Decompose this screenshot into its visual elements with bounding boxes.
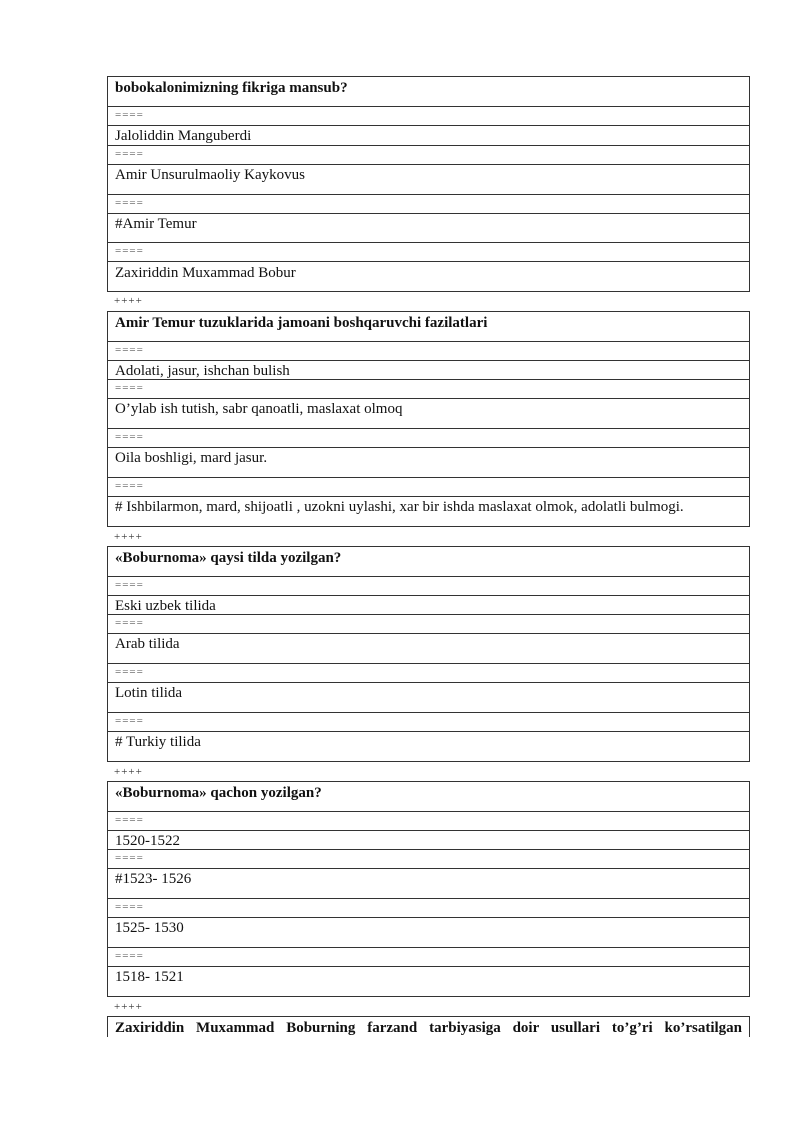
answer-option: 1525- 1530 [107,917,750,948]
question-end-marker: ++++ [114,766,143,778]
question-text: Amir Temur tuzuklarida jamoani boshqaruvchi fazilatlari [107,311,750,342]
answer-option: Amir Unsurulmaoliy Kaykovus [107,164,750,195]
option-separator: ==== [107,342,750,360]
option-separator: ==== [107,195,750,213]
answer-option-correct: # Ishbilarmon, mard, shijoatli , uzokni uylashi, xar bir ishda maslaxat olmok, adolatli bulmogi. [107,496,750,527]
answer-option: O’ylab ish tutish, sabr qanoatli, maslaxat olmoq [107,398,750,429]
answer-option-correct: # Turkiy tilida [107,731,750,762]
question-end-marker: ++++ [114,295,143,307]
option-separator: ==== [107,380,750,398]
answer-option-correct: #1523- 1526 [107,868,750,899]
answer-option: Jaloliddin Manguberdi [107,125,750,146]
answer-option: Zaxiriddin Muxammad Bobur [107,261,750,292]
question-end-marker: ++++ [114,1001,143,1013]
option-separator: ==== [107,107,750,125]
option-separator: ==== [107,850,750,868]
option-separator: ==== [107,243,750,261]
question-text: «Boburnoma» qaysi tilda yozilgan? [107,546,750,577]
question-text: bobokalonimizning fikriga mansub? [107,76,750,107]
option-separator: ==== [107,429,750,447]
answer-option: Lotin tilida [107,682,750,713]
answer-option: Arab tilida [107,633,750,664]
option-separator: ==== [107,577,750,595]
answer-option: Adolati, jasur, ishchan bulish [107,360,750,380]
option-separator: ==== [107,948,750,966]
question-end-marker: ++++ [114,531,143,543]
option-separator: ==== [107,812,750,830]
answer-option: 1518- 1521 [107,966,750,997]
answer-option: Oila boshligi, mard jasur. [107,447,750,478]
answer-option: 1520-1522 [107,830,750,850]
option-separator: ==== [107,899,750,917]
answer-option: Eski uzbek tilida [107,595,750,615]
option-separator: ==== [107,146,750,164]
option-separator: ==== [107,615,750,633]
option-separator: ==== [107,664,750,682]
answer-option-correct: #Amir Temur [107,213,750,243]
option-separator: ==== [107,478,750,496]
question-text: «Boburnoma» qachon yozilgan? [107,781,750,812]
option-separator: ==== [107,713,750,731]
question-text: Zaxiriddin Muxammad Boburning farzand tarbiyasiga doir usullari to’g’ri ko’rsatilgan [107,1016,750,1037]
